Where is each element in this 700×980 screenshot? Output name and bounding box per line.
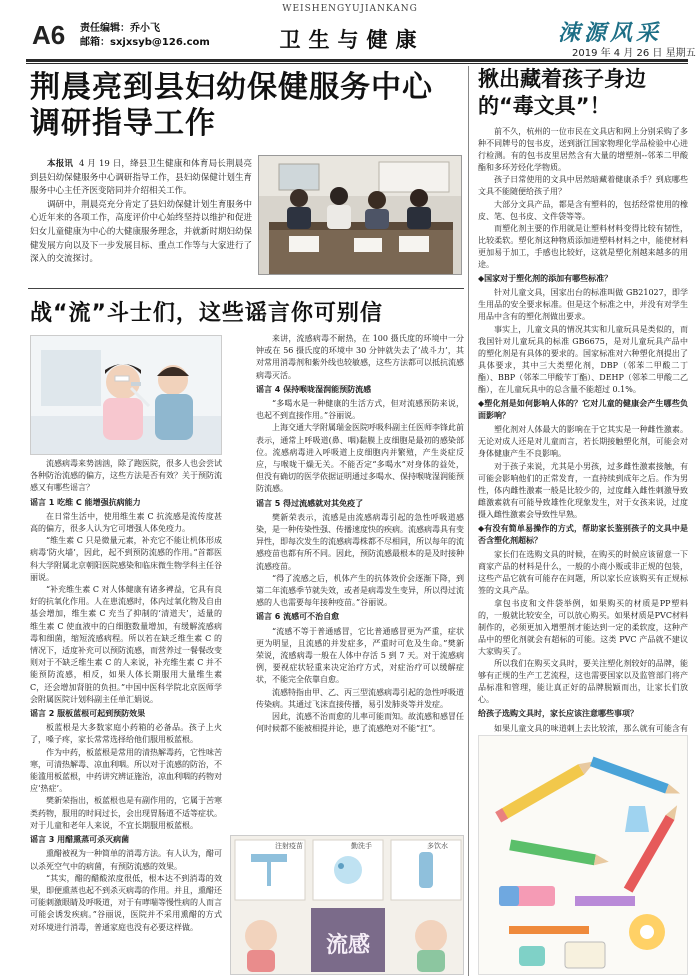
subheading: ◆国家对于塑化剂的添加有哪些标准？ — [478, 274, 613, 284]
paragraph: 而塑化剂主要的作用就是让塑料材料变得比较有韧性，比较柔软。塑化剂这种物质添加进塑料材料之中，能使材料更加易于加工，手感也比较好，这就是塑化剂越来越多的用途。 — [478, 223, 688, 270]
editor-line: 责任编辑：乔小飞 — [80, 23, 160, 34]
header-rule — [26, 59, 688, 62]
lead-tag: 本报讯 — [47, 159, 74, 169]
page-number: A6 — [32, 20, 66, 50]
subheading: ◆有没有简单易操作的方式，帮助家长鉴别孩子的文具中是否含塑化剂超标？ — [478, 524, 688, 546]
paragraph: 熏醋被视为一种简单的消毒方法。有人认为，醋可以杀死空气中的病菌，有预防流感的效果。 — [30, 849, 222, 871]
article1-p2: 调研中，荆晨亮充分肯定了县妇幼保健计划生育服务中心近年来的各项工作，高度评价中心始终坚持以维护和促进妇女儿童健康为中心的大健康服务理念，并就新时期妇幼保健发展方向以及下一步发展目标、重点工作等与大家进行了深入的交流探讨。 — [30, 199, 252, 265]
section-divider — [28, 288, 464, 289]
subheading: 谣言 3 用醋熏蒸可杀灭病菌 — [30, 835, 130, 845]
paragraph: 孩子日常使用的文具中居然暗藏着健康杀手？到底哪些文具不能随便给孩子用？ — [478, 175, 688, 197]
article2-headline: 战“流”斗士们，这些谣言你可别信 — [30, 301, 383, 326]
paragraph: 所以我们在购买文具时，要关注塑化剂较好的品牌，能够有正规的生产工艺流程，这也需要国家以及监管部门将产品标准和管理，能让真正好的品牌脱颖而出，让家长们放心。 — [478, 659, 688, 705]
poster-tag-3: 多饮水 — [427, 842, 448, 850]
paragraph: 塑化剂对人体最大的影响在于它其实是一种雌性激素。无论对成人还是对儿童而言，若长期接触塑化剂，可能会对身体健康产生不良影响。 — [478, 425, 688, 459]
paragraph: “多喝水是一种健康的生活方式，但对流感预防来说，也起不到直接作用。”谷丽说。 — [256, 399, 464, 421]
subheading: 谣言 6 流感可不治自愈 — [256, 612, 340, 622]
paragraph: “得了流感之后，机体产生的抗体效价会逐渐下降，到第二年流感季节就失效，或者是病毒发生变异，所以得过流感的人也需要每年接种疫苗。”谷丽说。 — [256, 573, 464, 608]
paragraph: 家长们在选购文具的时候，在购买的时候应该留意一下商家产品的材料是什么，一般的小商小贩或非正规的包装，这些产品它就有可能存在问题，所以家长应该购买有正规标签的文具产品。 — [478, 550, 688, 596]
article2-column-1 — [30, 458, 222, 934]
paragraph: “维生素 C 只是微量元素，补充它不能让机体形成病毒‘防火墙’，因此，起不到预防流感的作用。”首都医科大学附属北京朝阳医院感染和临床微生物学科主任谷丽说。 — [30, 536, 222, 582]
poster-title: 流感 — [325, 933, 371, 958]
subheading: 谣言 1 吃维 C 能增强抗病能力 — [30, 497, 141, 507]
article3-body — [478, 126, 688, 795]
paragraph: 上海交通大学附属瑞金医院呼吸科副主任医师李锋此前表示，通常上呼吸道(鼻、咽)黏膜上皮细胞是最初的感染部位。流感病毒进入呼吸道上皮细胞内并繁殖，产生炎症反应，与喉咙干燥无关。不能否定“多喝水”对身体的益处，但没有确切的医学依据证明通过多喝水、保持喉咙湿润能预防流感。 — [256, 423, 464, 494]
paragraph: 事实上，儿童文具的情况其实和儿童玩具是类似的，而我国针对儿童玩具的标准 GB6675，是对儿童玩具产品中的塑化剂是有具体的要求的。国家标准对六种塑化剂提出了具体要求，其中三大类塑化剂，DBP（邻苯二甲酸二丁酯）、BBP（邻苯二甲酸苄丁酯）、DEHP（邻苯二甲酸二乙酯），在儿童玩具中的总含量不能超过 0.1%。 — [478, 324, 688, 394]
sick-child-photo — [30, 335, 222, 455]
paragraph: 因此，流感不治而愈的儿率可能而知。故流感和感冒任何时候都不能被相提并论，患了流感绝对不能“扛”。 — [256, 712, 464, 734]
paragraph: 针对儿童文具，国家出台的标准叫做 GB21027，即学生用品的安全要求标准。但是这个标准之中，并没有对学生用品中含有的塑化剂做出要求。 — [478, 288, 688, 322]
subheading: 给孩子选购文具时，家长应该注意哪些事项？ — [478, 709, 638, 719]
column-divider — [468, 66, 469, 976]
article1-body — [30, 158, 252, 267]
paragraph: “其实，醋的醋酸浓度很低，根本达不到消毒的效果，即便熏蒸也起不到杀灭病毒的作用。并且，熏醋还可能刺激眼睛及呼吸道，对于有哮喘等慢性病的人而言可能会诱发疾病。”谷丽说，医院并不采用熏醋的方式对环境进行消毒，普通家庭也没有必要这样做。 — [30, 873, 222, 932]
subheading: 谣言 4 保持喉咙湿润能预防流感 — [256, 384, 372, 394]
article1-para — [30, 158, 252, 199]
paragraph: 樊新荣表示，流感是由流感病毒引起的急性呼吸道感染，是一种传染性强、传播速度快的疾病。流感病毒具有变异性，即每次发生的流感病毒株都不尽相同，所以每年的流感疫苗也都有所不同。因此，预防流感最根本的是及时接种流感疫苗。 — [256, 512, 464, 571]
paragraph: “流感不等于普通感冒，它比普通感冒更为严重，症状更为明显，且流感的并发症多，严重时可危及生命。”樊新荣说，流感病毒一般在人体中存活 5 到 7 天。对于流感病例，要视症状轻重来决定治疗方式，对症治疗可以缓解症状，不能完全依靠自愈。 — [256, 626, 464, 685]
paragraph: 板蓝根是大多数家庭小药箱的必备品。孩子上火了，嗓子疼，家长常常选择给他们服用板蓝根。 — [30, 723, 222, 745]
paragraph: 大部分文具产品，都是含有塑料的，包括经常使用的橡皮、笔、包书皮、文件袋等等。 — [478, 199, 688, 221]
article3-headline: 揪出藏着孩子身边的“毒文具”！ — [478, 67, 646, 118]
paragraph: 来讲，流感病毒不耐热，在 100 摄氏度的环境中一分钟或在 56 摄氏度的环境中 30 分钟就失去了‘战斗力’，其对常用消毒剂和紫外线也较敏感，这些方法都可以抵抗流感病毒灭活。 — [256, 334, 464, 380]
poster-tag-1: 注射疫苗 — [275, 842, 303, 850]
flu-prevention-poster — [230, 835, 464, 975]
meeting-photo — [258, 155, 462, 275]
article1-headline: 荆晨亮到县妇幼保健服务中心调研指导工作 — [30, 70, 433, 141]
paragraph: 在日常生活中，使用维生素 C 抗流感是流传度甚高的偏方，很多人认为它可增强人体免疫力。 — [30, 511, 222, 534]
paragraph: 对于孩子来说，尤其是小男孩，过多雌性激素接触，有可能会影响他们的正常发育，一直持续到成年之后。作为男性，体内雌性激素一般是比较少的，过度雌入雌性刺激导致雌激素就有可能导致雄性化现象发生，对于女孩来说，过度摄入雌性激素会导致性早熟。 — [478, 461, 688, 519]
poster-tag-2: 勤洗手 — [351, 842, 372, 850]
email-line: 邮箱：sxjxsyb@126.com — [80, 37, 210, 48]
paragraph: 作为中药，板蓝根是常用的清热解毒药，它性味苦寒，可清热解毒、凉血利咽。所以对于流感的防治，不能滥用板蓝根，中药讲究辨证施治，凉血利咽的药物对应‘热症’。 — [30, 747, 222, 794]
subheading: ◆塑化剂是如何影响人体的？它对儿童的健康会产生哪些负面影响？ — [478, 399, 688, 421]
issue-date: 2019 年 4 月 26 日 星期五 — [572, 48, 696, 59]
editor-info — [80, 22, 210, 50]
page-header — [0, 0, 700, 66]
paragraph: 流感病毒来势汹汹，除了跑医院，很多人也会尝试各种防治流感的偏方，这些方法是否有效？关于预防流感又有哪些谣言？ — [30, 459, 222, 493]
article2-column-2 — [256, 333, 464, 736]
paragraph: 樊新荣指出，板蓝根也是有副作用的，它属于苦寒类药物，服用的时间过长，会出现胃肠道不适等症状。对于儿童和老年人来说，不宜长期服用板蓝根。 — [30, 796, 222, 830]
subheading: 谣言 2 服板蓝根可起到预防效果 — [30, 709, 146, 719]
header-rule-thin — [26, 63, 688, 64]
paragraph: 拿包书皮和文件袋举例，如果购买的材质是PP塑料的，一般就比较安全，可以放心购买。如果材质是PVC材料制作的，必须更加入增塑剂才能达到一定的柔软度，这种产品中的塑化剂就会有超标的可能。这类 PVC 产品就不建议大家购买了。 — [478, 598, 688, 656]
section-title: 卫生与健康 — [279, 27, 425, 52]
stationery-illustration — [478, 735, 688, 975]
paragraph: 前不久，杭州的一位市民在文具店和网上分别采购了多种不同牌号的包书皮，送到浙江国家物理化学品检验中心进行检测。有的包书皮里居然含有大量的增塑剂--邻苯二甲酸酯和多环芳烃化学物质。 — [478, 127, 688, 173]
section-pinyin: WEISHENGYUJIANKANG — [282, 4, 418, 14]
paragraph: “补充维生素 C 对人体健康有诸多裨益，它具有良好的抗氧化作用。人在患流感时，体内过氧化物及自由基会增加，维生素 C 充当了抑制的‘清道夫’，适量的维生素 C 使血液中的白细胞数量增加，有缓解流感病毒和细菌，缩短流感病程。所以若在缺乏维生素 C 的情况下，适度补充可以预防流感，而营养过一餐餐改变则对于不缺乏维生素 C 的人来说，补充维生素 C 并不能预防流感，相反，如果人体长期服用大量维生素 C，还会增加肾脏的负担。”中国中医科学院北京医师学会附属医院计划科副主任单汇娟说。 — [30, 585, 222, 704]
paragraph: 如果儿童文具的味道刺上去比较浓，那么就有可能含有 — [494, 723, 688, 733]
subheading: 谣言 5 得过流感就对其免疫了 — [256, 498, 364, 508]
newspaper-brand: 涑源风采 — [558, 20, 663, 46]
article1-p1: 4 月 19 日，绛县卫生健康和体育局长荆晨亮到县妇幼保健服务中心调研指导工作，县妇幼保健计划生育服务中心主任齐医变陪同并介绍相关工作。 — [30, 159, 252, 197]
paragraph: 流感特指由甲、乙、丙三型流感病毒引起的急性呼吸道传染病。其通过飞沫直接传播，易引发肺炎等并发症。 — [256, 687, 464, 709]
